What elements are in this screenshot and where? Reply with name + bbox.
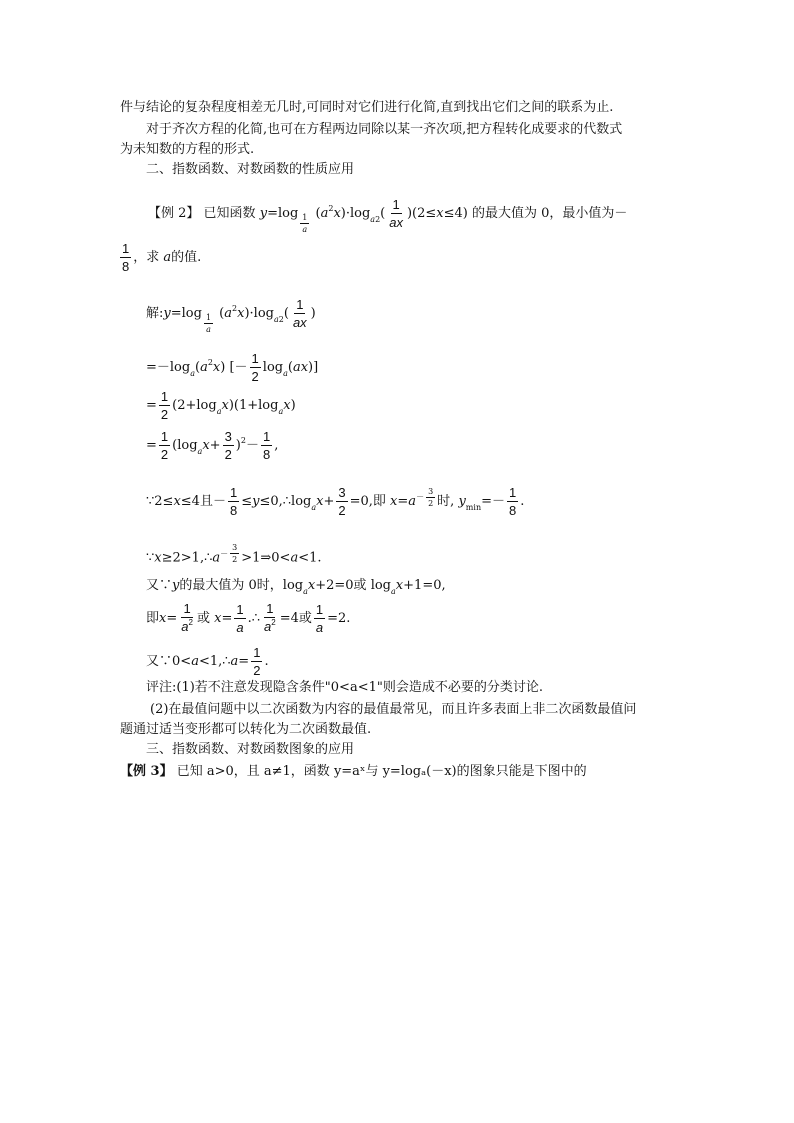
solution-text-d: 的最大值为 0时， xyxy=(179,578,283,593)
remark-line-1: 评注:(1)若不注意发现隐含条件"0<a<1"则会造成不必要的分类讨论. xyxy=(146,680,543,695)
remark-line-2: (2)在最值问题中以二次函数为内容的最值最常见，而且许多表面上非二次函数最值问 xyxy=(150,702,637,717)
solution-text-or2: 或 xyxy=(298,611,312,626)
solution-line-9: 又∵0<a<1,∴a= $\frac{1}{2}$ . xyxy=(146,645,269,678)
example-3-line xyxy=(120,762,587,782)
solution-line-8: 即x= $\frac{1}{a^2}$ 或 x= $\frac{1}{a}$ .∴ $\frac{1}{a^2}$ =4或 $\frac{1}{a}$ =2. xyxy=(146,601,351,635)
section-title-3: 三、指数函数、对数函数图象的应用 xyxy=(146,742,355,757)
example-2-line-2: $\frac{1}{8}$ ，求 a的值. xyxy=(122,241,202,274)
solution-line-7: 又∵y的最大值为 0时，$\log_ax+2=0$或 $\log_ax+1=0$, xyxy=(146,578,446,596)
solution-text-or: 或 xyxy=(196,611,210,626)
solution-line10-label: 又∵ xyxy=(146,654,173,669)
example-3-text: 已知 a>0，且 a≠1，函数 y=aˣ与 y=logₐ(－x)的图象只能是下图中的 xyxy=(176,764,587,779)
solution-line8-label: 又∵ xyxy=(146,578,173,593)
solution-line9-label: 即 xyxy=(146,611,160,626)
paragraph-line-3: 为未知数的方程的形式. xyxy=(120,142,255,157)
solution-line-1: 解:y=log $\frac{1}{a}$ $(a^2x)\cdot\log_{a2}$( $\frac{1}{ax}$ ) xyxy=(146,297,316,334)
example-2-text-c: ，求 xyxy=(133,250,160,265)
example-2-label: 【例 2】 xyxy=(148,206,200,221)
solution-line-5: ∵2≤x≤4且－ $\frac{1}{8}$ $\le y\le 0,\therefore\log_ax+$ $\frac{3}{2}$ =0,即 $x=a^{- \frac{3}{2}}$ 时, $y_{min}=-$ $\frac{1}{8}$ . xyxy=(146,485,525,518)
solution-text-c: 时, xyxy=(437,494,455,509)
example-2-text-b: 的最大值为 0，最小值为－ xyxy=(472,206,628,221)
solution-line-3: = $\frac{1}{2}$ $(2+\log_ax)(1+\log_ax)$ xyxy=(146,389,296,422)
solution-text-b: =0,即 xyxy=(349,494,386,509)
solution-text-f: =0, xyxy=(422,578,446,593)
solution-line-4: = $\frac{1}{2}$ ($\log_ax+$ $\frac{3}{2}$ )$^2$－ $\frac{1}{8}$ , xyxy=(146,429,279,462)
paragraph-line-1: 件与结论的复杂程度相差无几时,可同时对它们进行化简,直到找出它们之间的联系为止. xyxy=(120,100,614,115)
solution-text-e: =0或 xyxy=(334,578,367,593)
solution-text-a: 且－ xyxy=(199,494,226,509)
example-2-line-1: 【例 2】 已知函数 y=log $\frac{1}{a}$ $(a^2x)\cdot\log_{a2}$( $\frac{1}{ax}$ )(2≤x≤4) 的最大值为 0，最小值为－ xyxy=(148,197,628,234)
example-3-label: 【例 3】 xyxy=(120,764,173,779)
solution-line-2: $=-\log_a(a^2x)$ [－ $\frac{1}{2}$ $\log_a(ax)$] xyxy=(146,351,319,384)
remark-line-3: 题通过适当变形都可以转化为二次函数最值. xyxy=(120,722,372,737)
example-2-text-a: 已知函数 xyxy=(203,206,256,221)
solution-line-6: $\because x\ge 2>1,\therefore a^{- \frac{3}{2}}$ >1⇒0<a<1. xyxy=(146,543,322,566)
example-2-text-d: 的值. xyxy=(171,250,202,265)
paragraph-line-2: 对于齐次方程的化简,也可在方程两边同除以某一齐次项,把方程转化成要求的代数式 xyxy=(146,122,623,137)
section-title-2: 二、指数函数、对数函数的性质应用 xyxy=(146,162,355,177)
solution-label: 解: xyxy=(146,306,164,321)
